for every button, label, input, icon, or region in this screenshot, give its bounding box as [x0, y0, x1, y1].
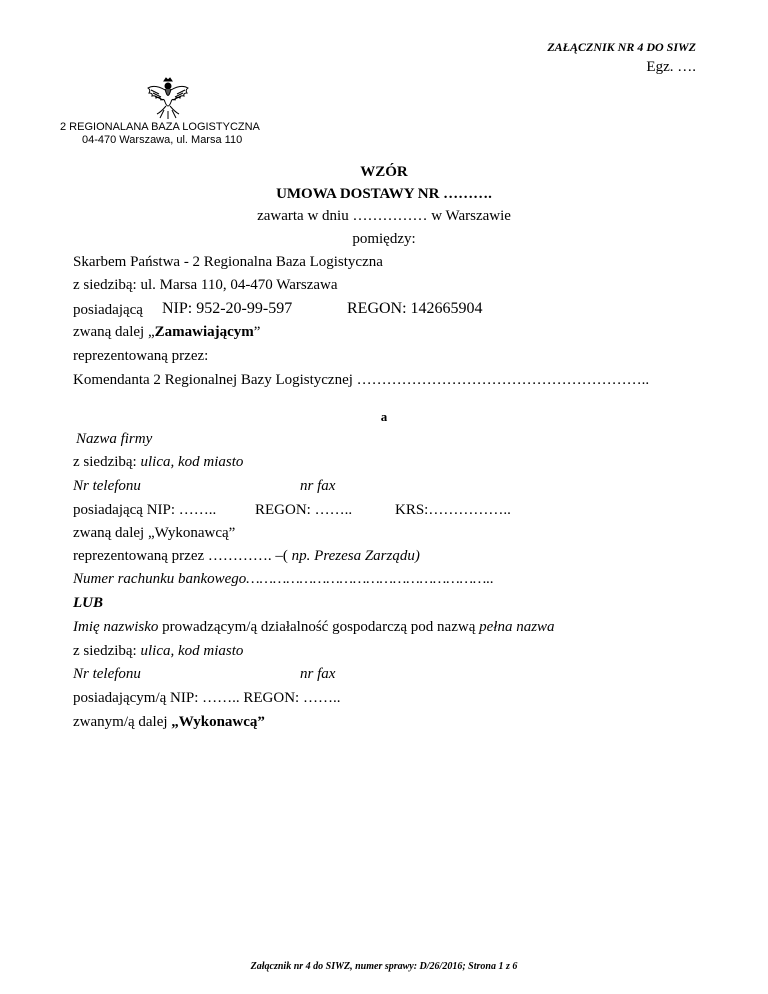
company-fax: nr fax — [300, 478, 336, 494]
company-called: zwaną dalej „Wykonawcą” — [73, 525, 236, 541]
concluded-line: zawarta w dniu …………… w Warszawie — [257, 208, 511, 224]
annex-label: ZAŁĄCZNIK NR 4 DO SIWZ — [547, 40, 696, 54]
company-seat-value: ulica, kod miasto — [140, 454, 244, 470]
party1-regon: REGON: 142665904 — [347, 300, 483, 317]
party1-commander: Komendanta 2 Regionalnej Bazy Logistycznej ………………………………………………….. — [73, 372, 650, 388]
company-represented — [73, 548, 420, 565]
org-address: 04-470 Warszawa, ul. Marsa 110 — [82, 134, 243, 146]
sole-trader-seat-label: z siedzibą: — [73, 643, 141, 659]
party1-called-prefix: zwaną dalej „ — [73, 324, 155, 340]
company-nip: posiadającą NIP: …….. — [73, 502, 217, 518]
sole-trader-called-prefix: zwanym/ą dalej — [73, 714, 172, 730]
polish-eagle-emblem-icon — [145, 76, 191, 120]
party1-nip: NIP: 952-20-99-597 — [162, 300, 293, 317]
sole-trader-name: Imię nazwisko — [73, 619, 159, 635]
company-krs: KRS:…………….. — [395, 502, 511, 518]
party1-represented: reprezentowaną przez: — [73, 348, 209, 364]
company-bank-account: Numer rachunku bankowego……………………………………………….. — [73, 571, 494, 587]
contract-title: UMOWA DOSTAWY NR ………. — [276, 186, 492, 202]
sole-trader-running-text: prowadzącym/ą działalność gospodarczą pod nazwą — [158, 619, 480, 635]
sole-trader-seat — [73, 643, 243, 660]
company-seat-label: z siedzibą: — [73, 454, 141, 470]
party1-seat: z siedzibą: ul. Marsa 110, 04-470 Warszawa — [73, 277, 338, 293]
org-name: 2 REGIONALANA BAZA LOGISTYCZNA — [60, 121, 260, 133]
sole-trader-called-name: „Wykonawcą” — [171, 714, 265, 730]
company-regon: REGON: …….. — [255, 502, 353, 518]
or-label: LUB — [73, 595, 103, 611]
party1-called-suffix: ” — [253, 324, 261, 340]
sole-trader-line — [73, 619, 555, 636]
sole-trader-seat-value: ulica, kod miasto — [140, 643, 244, 659]
sole-trader-nip-regon: posiadającym/ą NIP: …….. REGON: …….. — [73, 690, 341, 706]
sole-trader-called — [73, 714, 265, 731]
company-phone: Nr telefonu — [73, 478, 141, 494]
company-represented-prefix: reprezentowaną przez …………. –( — [73, 548, 292, 564]
company-seat — [73, 454, 243, 471]
party1-called-name: Zamawiającym — [154, 324, 254, 340]
separator-a: a — [380, 409, 388, 424]
company-name: Nazwa firmy — [76, 431, 153, 447]
template-heading: WZÓR — [360, 164, 408, 180]
party1-called — [73, 324, 260, 341]
between-line: pomiędzy: — [352, 231, 416, 247]
copy-number: Egz. …. — [646, 59, 696, 75]
sole-trader-business-name: pełna nazwa — [479, 619, 555, 635]
sole-trader-phone: Nr telefonu — [73, 666, 141, 682]
page-footer: Załącznik nr 4 do SIWZ, numer sprawy: D/26/2016; Strona 1 z 6 — [250, 961, 518, 972]
company-represented-example: np. Prezesa Zarządu) — [291, 548, 420, 564]
party1-holding: posiadającą — [73, 302, 143, 318]
party1-name: Skarbem Państwa - 2 Regionalna Baza Logistyczna — [73, 254, 383, 270]
sole-trader-fax: nr fax — [300, 666, 336, 682]
